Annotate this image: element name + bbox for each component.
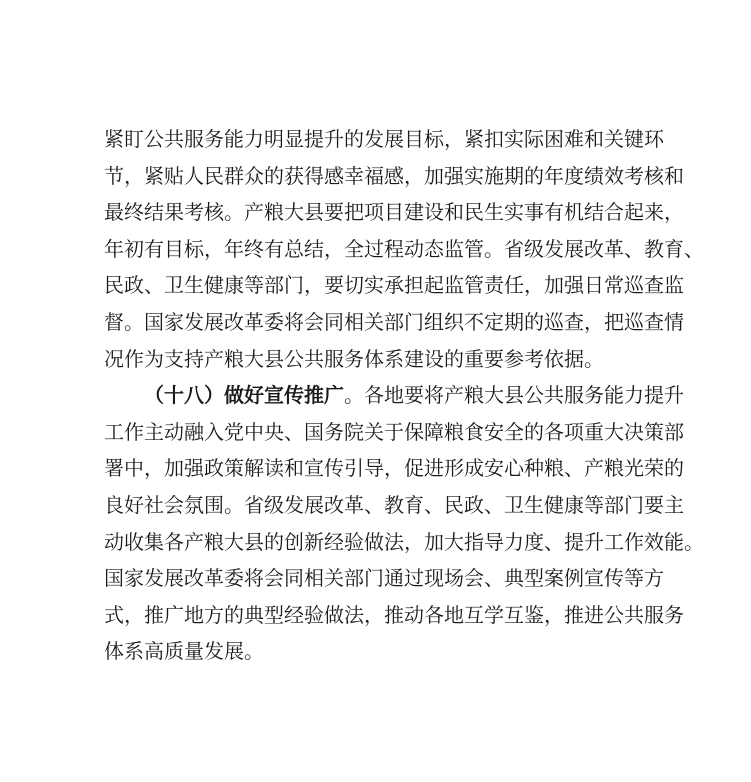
text-line: 督。国家发展改革委将会同相关部门组织不定期的巡查，把巡查情 [104, 309, 684, 334]
section-heading-rest: 。各地要将产粮大县公共服务能力提升 [344, 383, 684, 408]
text-line: 国家发展改革委将会同相关部门通过现场会、典型案例宣传等方 [104, 566, 664, 591]
text-line: 式，推广地方的典型经验做法，推动各地互学互鉴，推进公共服务 [104, 602, 684, 627]
text-line: 工作主动融入党中央、国务院关于保障粮食安全的各项重大决策部 [104, 419, 684, 444]
text-line: 良好社会氛围。省级发展改革、教育、民政、卫生健康等部门要主 [104, 492, 684, 517]
text-line: 年初有目标，年终有总结，全过程动态监管。省级发展改革、教育、 [104, 236, 704, 261]
text-line: 紧盯公共服务能力明显提升的发展目标，紧扣实际困难和关键环 [104, 127, 664, 151]
text-line: 体系高质量发展。 [104, 639, 264, 664]
text-line: 节，紧贴人民群众的获得感幸福感，加强实施期的年度绩效考核和 [104, 163, 684, 188]
paragraph-performance-evaluation [104, 121, 704, 377]
text-line: 最终结果考核。产粮大县要把项目建设和民生实事有机结合起来， [104, 200, 684, 225]
document-body [104, 121, 704, 670]
text-line: 况作为支持产粮大县公共服务体系建设的重要参考依据。 [104, 346, 604, 371]
section-heading: （十八）做好宣传推广 [144, 383, 344, 408]
text-line: 署中，加强政策解读和宣传引导，促进形成安心种粮、产粮光荣的 [104, 456, 684, 481]
text-line-first [104, 377, 684, 414]
text-line: 动收集各产粮大县的创新经验做法，加大指导力度、提升工作效能。 [104, 529, 704, 554]
text-line: 民政、卫生健康等部门，要切实承担起监管责任，加强日常巡查监 [104, 273, 684, 298]
paragraph-promotion [104, 377, 704, 670]
